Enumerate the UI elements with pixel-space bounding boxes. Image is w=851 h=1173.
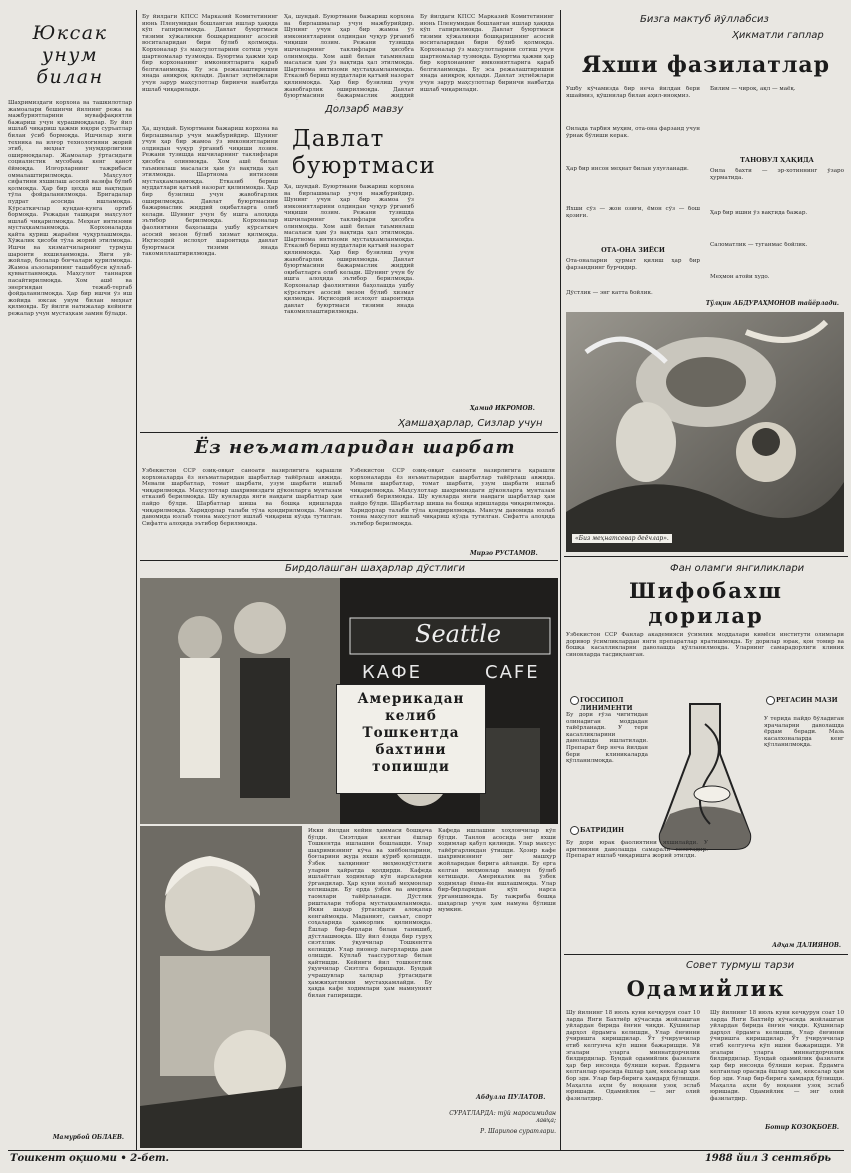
amerikadan-title-box (336, 684, 486, 794)
gossipol-body: Бу дори ғўза чигитидан олинадиган моддадан тайёрланади. У тери касалликларини даволашда ишлатилади. Препарат бир неча йилдан бери клиникаларда қўлланилмоқда. (566, 712, 648, 765)
left-article-title: Юксак унум билан (32, 22, 108, 88)
section-bullet-3 (766, 696, 775, 705)
weaving-photo-art (566, 312, 844, 552)
center-intro-text-2: Ҳа, шундай. Буюртмани бажариш корхона ва бирлашмалар учун мажбурийдир. Шунинг учун ҳар бир жамоа ўз имкониятларини олдиндан чуқур ўрганиб чиқиши лозим. Режани тузишда ишчиларнинг таклифлари ҳисобга олинмоқда. Хом ашё билан таъминлаш масаласи ҳам ўз вақтида ҳал этилмоқда. Шартнома интизоми мустаҳкамланмоқда. Етказиб бериш муддатлари қатъий назорат қилинмоқда. Ҳар бир бузилиш учун жавобгарлик оширилмоқда. Давлат буюртмасини бажармаслик жиддий оқибатларга олиб келади. Шунинг учун бу ишга алоҳида эътибор берилмоқда. Корхоналар фаолиятини баҳолашда ушбу кўрсаткич асосий мезон бўлиб хизмат қилмоқда. Иқтисодий ислоҳот шароитида давлат буюртмаси тизими янада такомиллаштирилмоқда. (142, 126, 278, 258)
regasin-body: У терида пайдо бўладиган ярачаларни даволашда ёрдам беради. Мазь касалхоналарда кенг қўлланилмоқда. (764, 716, 844, 749)
yahshi-body-left-3: Ҳар бир инсон меҳнат билан улуғланади. (566, 166, 689, 172)
odamiylik-body-left: Шу йилнинг 18 июль куни кечқурун соат 10 ларда Янги Бахтиёр кўчасида жойлашган уйлардан бирида ёнғин чиқди. Қўшнилар дарҳол ёрдамга келишди. Улар ёнғинни ўчиришга киришдилар. Ўт ўчирувчилар етиб келгунча кўп ишни бажаришди. Уй эгалари уларга миннатдорчилик билдирдилар. Бундай одамийлик фазилати ҳар бир инсонда бўлиши керак. Ёрдамга келганлар орасида ёшлар ҳам, кексалар ҳам бор эди. Улар бир-бирига ҳамдард бўлишди. Маҳалла аҳли бу воқеани узоқ эслаб юришади. Одамийлик — энг олий фазилатдир. (566, 1010, 700, 1102)
section-rule-2 (140, 560, 558, 561)
weaving-photo (566, 312, 844, 552)
right-rubric-b: Ҳикматли гаплар (732, 30, 824, 41)
child-photo-art (140, 826, 302, 1148)
yahshi-body-left-2: Оилада тарбия муҳим, ота-она фарзанд учун ўрнак бўлиши керак. (566, 126, 700, 139)
gossipol-heading: ГОССИПОЛ ЛИНИМЕНТИ (580, 696, 633, 712)
bottom-center-body: Икки йилдан кейин ҳаммаси бошқача бўлди. Сиэтлдан келган ёшлар Тошкентда ишлашни бошлашди. Улар шаҳримизнинг кўча ва хиёбонларини, боғларини жуда яхши кўриб қолишди. Ўзбек халқининг меҳмондўстлиги уларни ҳайратда қолдирди. Кафеда ишлаётган ходимлар кўп нарсаларни ўргандилар. Ҳар куни юзлаб меҳмонлар келишади. Бу ерда ўзбек ва америка таомлари тайёрланади. Дўстлик ришталари тобора мустаҳкамланмоқда. Икки шаҳар ўртасидаги алоқалар кенгаймоқда. Маданият, санъат, спорт соҳаларида ҳамкорлик қилинмоқда. Ёшлар бир-бирлари билан танишиб, дўстлашмоқда. Шу йил ёзида бир гуруҳ сиэтллик ўқувчилар Тошкентга келишди. Улар пионер лагерларида дам олишди. Кўплаб таассуротлар билан қайтишди. Кейинги йил тошкентлик ўқувчилар Сиэтлга боришади. Бундай учрашувлар халқлар ўртасидаги ҳамжиҳатликни мустаҳкамлайди. Бу ҳақда кафе ходимлари ҳам мамнуният билан гапиришди. (308, 828, 432, 999)
ota-ona-ziesi-heading: ОТА-ОНА ЗИЁСИ (601, 246, 665, 254)
yahshi-body-right-4: Саломатлик — туганмас бойлик. (710, 242, 808, 248)
shifobaxsh-intro: Ўзбекистон ССР Фанлар академияси ўсимлик моддалари кимёси институти олимлари доривор ўсимликлардан янги препаратлар яратишмоқда. Бу дорилар юрак, қон томир ва бошқа касалликларни даволашда қўлланилмоқда. Уларнинг самарадорлиги клиник синовларда тасдиқланган. (566, 632, 844, 658)
amerikadan-title: Америкадан келиб Тошкентда бахтини топишди (357, 691, 465, 775)
shifobaxsh-signature: Адҳам ДАЛИЯНОВ. (772, 942, 841, 949)
regasin-heading: РЕГАСИН МАЗИ (776, 696, 838, 704)
yahshi-body-left: Ушбу кўчамизда бир неча йилдан бери яшаймиз, қўшнилар билан аҳил-иноқмиз. (566, 86, 700, 99)
right-rule-2 (564, 954, 848, 955)
yahshi-title: Яхши фазилатлар (581, 52, 831, 78)
sharbat-body-left: Ўзбекистон ССР озиқ-овқат саноати вазирлигига қарашли корхоналарда ёз неъматларидан шарбатлар тайёрлаш авжида. Мевали шарбатлар, томат шарбати, узум шарбати ишлаб чиқарилмоқда. Маҳсулотлар шаҳримиздаги дўконларга мунтазам етказиб берилмоқда. Шу кунларда янги навдаги шарбатлар ҳам пайдо бўлди. Шарбатлар шиша ва бошқа идишларда чиқарилмоқда. Харидорлар талаби тўла қондирилмоқда. Мавсум давомида юзлаб тонна маҳсулот ишлаб чиқариш кўзда тутилган. Сифатга алоҳида эътибор берилмоқда. (142, 468, 342, 527)
odamiylik-title: Одамийлик (626, 976, 786, 1001)
bottom-caption-note: СУРАТЛАРДА: тўй маросимидан лавҳа; (449, 1110, 556, 1124)
bottom-center-signature: Абдулла ПУЛАТОВ. (476, 1094, 546, 1101)
cafe-sign-right: CAFE (485, 662, 540, 683)
section-rule (140, 432, 558, 433)
child-photo (140, 826, 302, 1148)
yahshi-body-left-4: Яхши сўз — жон озиғи, ёмон сўз — бош қозиғи. (566, 206, 700, 219)
sharbat-signature: Мирзо РУСТАМОВ. (470, 550, 538, 557)
right-rubric-a: Бизга мактуб йўллабсиз (640, 14, 769, 25)
odamiylik-signature: Ботир КОЗОҚБОЕВ. (765, 1124, 839, 1131)
odamiylik-body-right: Шу йилнинг 18 июль куни кечқурун соат 10 ларда Янги Бахтиёр кўчасида жойлашган уйлардан бирида ёнғин чиқди. Қўшнилар дарҳол ёрдамга келишди. Улар ёнғинни ўчиришга киришдилар. Ўт ўчирувчилар етиб келгунча кўп ишни бажаришди. Уй эгалари уларга миннатдорчилик билдирдилар. Бундай одамийлик фазилати ҳар бир инсонда бўлиши керак. Ёрдамга келганлар орасида ёшлар ҳам, кексалар ҳам бор эди. Улар бир-бирига ҳамдард бўлишди. Маҳалла аҳли бу воқеани узоқ эслаб юришади. Одамийлик — энг олий фазилатдир. (710, 1010, 844, 1102)
seattle-sign: Seattle (415, 620, 502, 648)
davlat-signature: Ҳамид ИКРОМОВ. (470, 405, 535, 412)
birdolashgan-rubric: Бирдолашган шаҳарлар дўстлиги (285, 563, 466, 574)
footer-left: Тошкент оқшоми • 2-бет. (10, 1153, 170, 1164)
left-article-signature: Мамурбой ОБЛАЕВ. (52, 1134, 124, 1141)
section-bullet-2 (570, 826, 579, 835)
center-mid-text: Ҳа, шундай. Буюртмани бажариш корхона ва бирлашмалар учун мажбурийдир. Шунинг учун ҳар бир жамоа ўз имкониятларини олдиндан чуқур ўрганиб чиқиши лозим. Режани тузишда ишчиларнинг таклифлари ҳисобга олинмоқда. Хом ашё билан таъминлаш масаласи ҳам ўз вақтида ҳал этилмоқда. Шартнома интизоми мустаҳкамланмоқда. Етказиб бериш муддатлари қатъий назорат қилинмоқда. Ҳар бир бузилиш учун жавобгарлик оширилмоқда. Давлат буюртмасини бажармаслик жиддий (284, 14, 414, 100)
photo-credit: Р. Шарипов суратлари. (480, 1128, 556, 1135)
bottom-center-body-2: Кафеда ишлашни хоҳловчилар кўп бўлди. Танлов асосида энг яхши ходимлар қабул қилинди. Улар махсус тайёргарликдан ўтишди. Ҳозир кафе шаҳримизнинг энг машҳур жойларидан бирига айланди. Бу ерга келган меҳмонлар мамнун бўлиб кетишади. Америкалик ва ўзбек ходимлар ёнма-ён ишлашмоқда. Улар бир-бирларидан кўп нарса ўрганишмоқда. Бу тажриба бошқа шаҳарлар учун ҳам намуна бўлиши мумкин. (438, 828, 556, 914)
yahshi-body-right: Билим — чироқ, ақл — маёқ. (710, 86, 796, 92)
center-intro-text: Бу йилдаги КПСС Марказий Комитетининг июнь Пленумидан бошланган ишлар ҳақида кўп гапирилмоқда. Давлат буюртмаси тизими хўжаликни бошқаришнинг асосий воситаларидан бири бўлиб қолмоқда. Корхоналар ўз маҳсулотларини сотиш учун шартномалар тузмоқда. Буюртма ҳажми ҳар бир корхонанинг имкониятларига қараб белгиланмоқда. Бу эса режалаштиришни янада аниқроқ қилади. Давлат эҳтиёжлари учун зарур маҳсулотлар биринчи навбатда ишлаб чиқарилади. (142, 14, 278, 93)
left-article-body: Шаҳримиздаги корхона ва ташкилотлар жамоалари бешинчи йилнинг режа ва мажбуриятларини муваффақиятли бажариш учун курашмоқдалар. Бу йил ишлаб чиқариш ҳажми юқори суръатлар билан ўсиб бормоқда. Ишчилар янги техника ва илғор технологияни жорий этиб, меҳнат унумдорлигини оширмоқдалар. Жамоалар ўртасидаги социалистик мусобақа кенг қанот ёймоқда. Илғорларнинг тажрибаси оммалаштирилмоқда. Маҳсулот сифатини яхшилаш асосий вазифа бўлиб қолмоқда. Ҳар бир цехда иш вақтидан тўла фойдаланилмоқда. Бригадалар пудрат асосида ишламоқда. Кўрсаткичлар кундан-кунга ортиб бормоқда. Режадан ташқари маҳсулот ишлаб чиқарилмоқда. Меҳнат интизоми мустаҳкамланмоқда. Корхоналарда қайта қуриш жараёни чуқурлашмоқда. Хўжалик ҳисоби тўла жорий этилмоқда. Ишчи ва хизматчиларнинг турмуш шароити яхшиланмоқда. Янги уй-жойлар, болалар боғчалари қурилмоқда. Жамоа аъзоларининг ташаббуси қўллаб-қувватланмоқда. Маҳсулот таннархи пасайтирилмоқда. Хом ашё ва энергиядан тежаб-тергаб фойдаланилмоқда. Ҳар бир ишчи ўз иш жойида юксак унум билан меҳнат қилмоқда. Бу йилги натижалар кейинги режалар учун мустаҳкам замин бўлади. (8, 100, 132, 317)
flask-illustration (650, 694, 760, 854)
yahshi-signature: Тўлқин АБДУРАҲМОНОВ тайёрлади. (705, 300, 839, 307)
column-divider-right (560, 10, 561, 1150)
tanovul-heading: ТАНОВУЛ ҲАҚИДА (740, 156, 814, 164)
section-bullet (570, 696, 579, 705)
batridin-body: Бу дори юрак фаолиятини яхшилайди. У аритмияни даволашда самарали воситадир. Препарат ишлаб чиқаришга жорий этилди. (566, 840, 708, 860)
dolzarb-rubric: Долзарб мавзу (325, 104, 404, 115)
davlat-buyurtmasi-title: Давлат буюртмаси (292, 126, 436, 179)
sharbat-body-right: Ўзбекистон ССР озиқ-овқат саноати вазирлигига қарашли корхоналарда ёз неъматларидан шарбатлар тайёрлаш авжида. Мевали шарбатлар, томат шарбати, узум шарбати ишлаб чиқарилмоқда. Маҳсулотлар шаҳримиздаги дўконларга мунтазам етказиб берилмоқда. Шу кунларда янги навдаги шарбатлар ҳам пайдо бўлди. Шарбатлар шиша ва бошқа идишларда чиқарилмоқда. Харидорлар талаби тўла қондирилмоқда. Мавсум давомида юзлаб тонна маҳсулот ишлаб чиқариш кўзда тутилган. Сифатга алоҳида эътибор берилмоқда. (350, 468, 555, 527)
sovet-rubric: Совет турмуш тарзи (686, 960, 795, 971)
flask-icon (650, 694, 760, 854)
yahshi-body-right-5: Меҳмон атойи худо. (710, 274, 770, 280)
yahshi-body-left-6: Дўстлик — энг катта бойлик. (566, 290, 653, 296)
right-rule (564, 556, 848, 557)
center-right-text: Бу йилдаги КПСС Марказий Комитетининг июнь Пленумидан бошланган ишлар ҳақида кўп гапирилмоқда. Давлат буюртмаси тизими хўжаликни бошқаришнинг асосий воситаларидан бири бўлиб қолмоқда. Корхоналар ўз маҳсулотларини сотиш учун шартномалар тузмоқда. Буюртма ҳажми ҳар бир корхонанинг имкониятларига қараб белгиланмоқда. Бу эса режалаштиришни янада аниқроқ қилади. Давлат эҳтиёжлари учун зарур маҳсулотлар биринчи навбатда ишлаб чиқарилади. (420, 14, 554, 93)
yahshi-body-right-3: Ҳар бир ишни ўз вақтида бажар. (710, 210, 808, 216)
davlat-body: Ҳа, шундай. Буюртмани бажариш корхона ва бирлашмалар учун мажбурийдир. Шунинг учун ҳар бир жамоа ўз имкониятларини олдиндан чуқур ўрганиб чиқиши лозим. Режани тузишда ишчиларнинг таклифлари ҳисобга олинмоқда. Хом ашё билан таъминлаш масаласи ҳам ўз вақтида ҳал этилмоқда. Шартнома интизоми мустаҳкамланмоқда. Етказиб бериш муддатлари қатъий назорат қилинмоқда. Ҳар бир бузилиш учун жавобгарлик оширилмоқда. Давлат буюртмасини бажармаслик жиддий оқибатларга олиб келади. Шунинг учун бу ишга алоҳида эътибор берилмоқда. Корхоналар фаолиятини баҳолашда ушбу кўрсаткич асосий мезон бўлиб хизмат қилмоқда. Иқтисодий ислоҳот шароитида давлат буюртмаси тизими янада такомиллаштирилмоқда. (284, 184, 414, 316)
batridin-heading: БАТРИДИН (580, 826, 625, 834)
sharbat-title: Ёз неъматларидан шарбат (194, 437, 516, 458)
yahshi-body-right-2: Оила бахти — эр-хотиннинг ўзаро ҳурматида. (710, 168, 844, 181)
cafe-sign-left: КАФЕ (362, 662, 422, 683)
fan-rubric: Фан оламги янгиликлари (670, 563, 805, 574)
weaving-photo-caption: «Биз меҳнатсевар деёчлар». (572, 534, 672, 543)
footer-right: 1988 йил 3 сентябрь (704, 1153, 831, 1164)
column-divider (136, 10, 137, 1150)
hamshahar-rubric: Ҳамшаҳарлар, Сизлар учун (398, 418, 543, 429)
footer-rule (8, 1150, 844, 1151)
left-column (8, 14, 132, 1149)
shifobaxsh-title: Шифобахш дорилар (629, 578, 783, 628)
yahshi-body-left-5: Ота-оналарни ҳурмат қилиш ҳар бир фарзанднинг бурчидир. (566, 258, 700, 271)
